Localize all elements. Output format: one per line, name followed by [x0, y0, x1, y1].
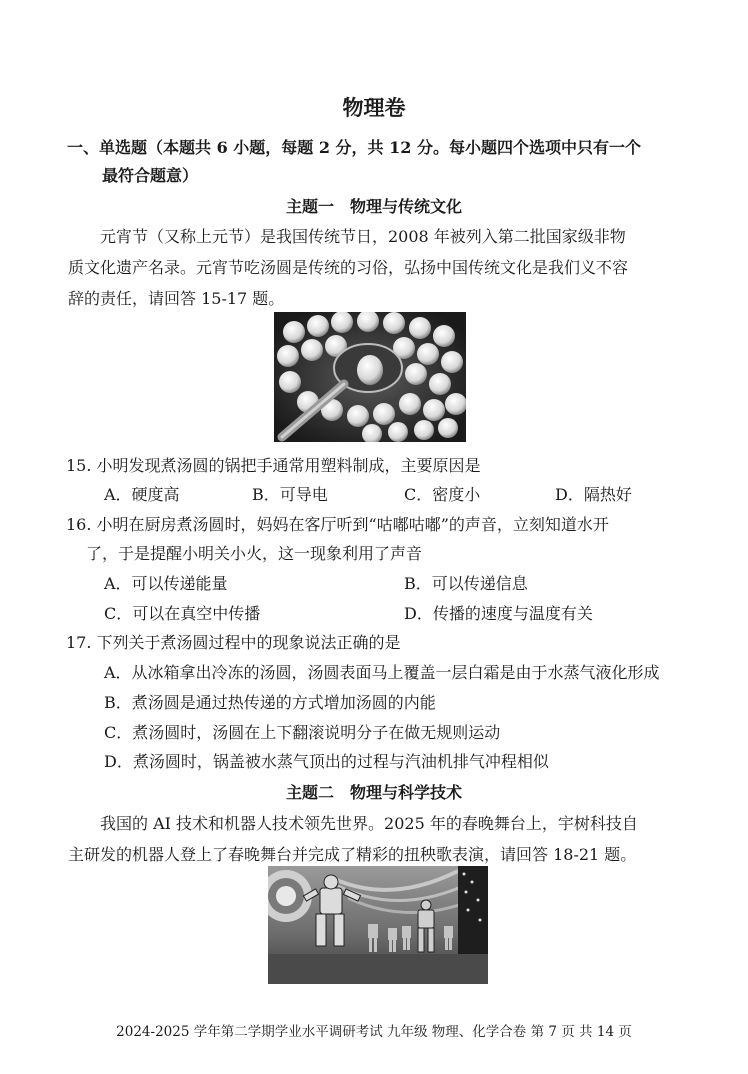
question-16-option-d: D．传播的速度与温度有关	[404, 604, 593, 623]
section-heading-line-1: 一、单选题（本题共 6 小题，每题 2 分，共 12 分。每小题四个选项中只有一个	[67, 138, 641, 157]
section-heading-line-2: 最符合题意）	[102, 166, 199, 185]
question-16-stem-line-2: 了，于是提醒小明关小火，这一现象利用了声音	[86, 544, 423, 563]
theme-1-intro-line-2: 质文化遗产名录。元宵节吃汤圆是传统的习俗，弘扬中国传统文化是我们义不容	[68, 258, 629, 277]
question-17-option-a: A．从冰箱拿出冷冻的汤圆，汤圆表面马上覆盖一层白霜是由于水蒸气液化形成	[104, 663, 660, 682]
question-16-option-a: A．可以传递能量	[104, 574, 228, 593]
theme-2-heading: 主题二 物理与科学技术	[285, 783, 462, 802]
question-17-stem: 17. 下列关于煮汤圆过程中的现象说法正确的是	[66, 633, 401, 652]
robot-stage-photo	[268, 866, 488, 984]
page-title: 物理卷	[342, 95, 406, 120]
question-17-option-b: B．煮汤圆是通过热传递的方式增加汤圆的内能	[104, 693, 436, 712]
question-16-stem-line-1: 16. 小明在厨房煮汤圆时，妈妈在客厅听到“咕嘟咕嘟”的声音，立刻知道水开	[66, 515, 609, 534]
theme-1-heading: 主题一 物理与传统文化	[285, 197, 462, 216]
question-15-option-d: D．隔热好	[555, 485, 632, 504]
question-17-option-c: C．煮汤圆时，汤圆在上下翻滚说明分子在做无规则运动	[104, 723, 501, 742]
question-16-option-c: C．可以在真空中传播	[104, 604, 261, 623]
question-15-option-c: C．密度小	[404, 485, 481, 504]
theme-2-intro-line-1: 我国的 AI 技术和机器人技术领先世界。2025 年的春晚舞台上，宇树科技自	[100, 814, 638, 833]
question-17-option-d: D．煮汤圆时，锅盖被水蒸气顶出的过程与汽油机排气冲程相似	[104, 752, 549, 771]
theme-2-intro-line-2: 主研发的机器人登上了春晚舞台并完成了精彩的扭秧歌表演，请回答 18-21 题。	[68, 845, 637, 864]
question-15-stem: 15. 小明发现煮汤圆的锅把手通常用塑料制成，主要原因是	[66, 456, 481, 475]
page-footer: 2024-2025 学年第二学期学业水平调研考试 九年级 物理、化学合卷 第 7 页 共 14 页	[116, 1024, 632, 1040]
question-15-option-a: A．硬度高	[104, 485, 180, 504]
tangyuan-photo	[274, 312, 466, 442]
theme-1-intro-line-1: 元宵节（又称上元节）是我国传统节日，2008 年被列入第二批国家级非物	[100, 227, 626, 246]
theme-1-intro-line-3: 辞的责任，请回答 15-17 题。	[68, 289, 285, 308]
question-15-option-b: B．可导电	[252, 485, 328, 504]
question-16-option-b: B．可以传递信息	[404, 574, 528, 593]
